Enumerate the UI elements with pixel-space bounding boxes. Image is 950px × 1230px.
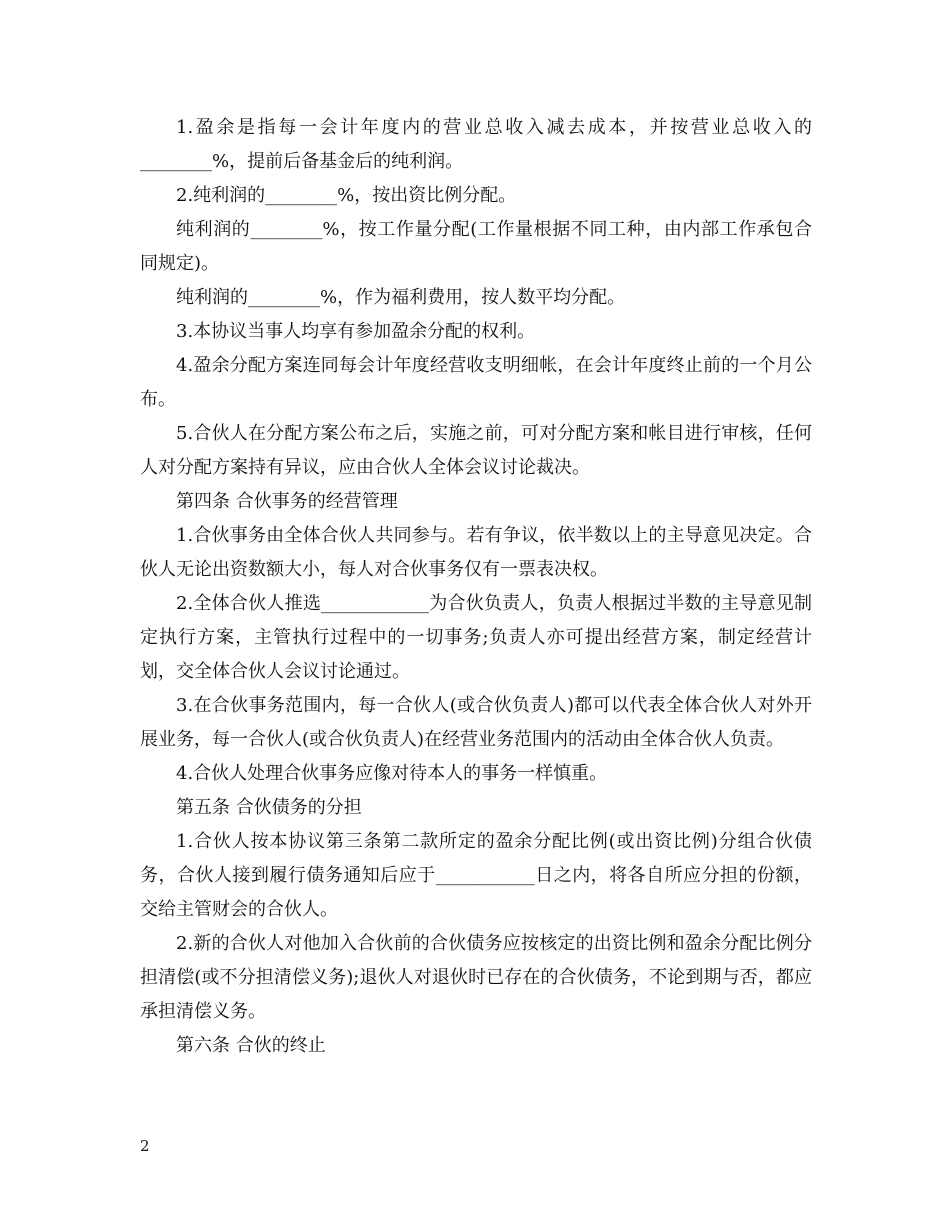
paragraph-prudence: 4.合伙人处理合伙事务应像对待本人的事务一样慎重。 <box>176 763 608 784</box>
paragraph-plan-publication: 4.盈余分配方案连同每会计年度经营收支明细帐，在会计年度终止前的一个月公布。 <box>140 355 812 410</box>
paragraph-welfare-share: 纯利润的________%，作为福利费用，按人数平均分配。 <box>176 287 626 308</box>
section-heading-article-5: 第五条 合伙债务的分担 <box>176 797 362 818</box>
paragraph-new-partner-debt: 2.新的合伙人对他加入合伙前的合伙债务应按核定的出资比例和盈余分配比例分担清偿(或不分担清偿义务);退伙人对退伙时已存在的合伙债务，不论到期与否，都应承担清偿义务。 <box>140 933 812 1022</box>
paragraph-profit-definition: 1.盈余是指每一会计年度内的营业总收入减去成本，并按营业总收入的________%，提前后备基金后的纯利润。 <box>140 117 812 172</box>
section-heading-article-6: 第六条 合伙的终止 <box>176 1035 326 1056</box>
paragraph-debt-sharing: 1.合伙人按本协议第三条第二款所定的盈余分配比例(或出资比例)分组合伙债务，合伙人接到履行债务通知后应于___________日之内，将各自所应分担的份额，交给主管财会的合伙人。 <box>140 831 812 920</box>
paragraph-representation: 3.在合伙事务范围内，每一合伙人(或合伙负责人)都可以代表全体合伙人对外开展业务，每一合伙人(或合伙负责人)在经营业务范围内的活动由全体合伙人负责。 <box>140 695 812 750</box>
document-body <box>140 111 812 1063</box>
section-heading-article-4: 第四条 合伙事务的经营管理 <box>176 491 398 512</box>
paragraph-capital-share: 2.纯利润的________%，按出资比例分配。 <box>176 185 517 206</box>
paragraph-workload-share: 纯利润的________%，按工作量分配(工作量根据不同工种，由内部工作承包合同规定)。 <box>140 219 812 274</box>
paragraph-plan-review: 5.合伙人在分配方案公布之后，实施之前，可对分配方案和帐目进行审核，任何人对分配方案持有异议，应由合伙人全体会议讨论裁决。 <box>140 423 812 478</box>
page-number: 2 <box>140 1137 150 1155</box>
paragraph-distribution-right: 3.本协议当事人均享有参加盈余分配的权利。 <box>176 321 536 342</box>
paragraph-joint-participation: 1.合伙事务由全体合伙人共同参与。若有争议，依半数以上的主导意见决定。合伙人无论出资数额大小，每人对合伙事务仅有一票表决权。 <box>140 525 812 580</box>
paragraph-partner-leader: 2.全体合伙人推选____________为合伙负责人，负责人根据过半数的主导意见制定执行方案，主管执行过程中的一切事务;负责人亦可提出经营方案，制定经营计划，交全体合伙人会议讨论通过。 <box>140 593 812 682</box>
